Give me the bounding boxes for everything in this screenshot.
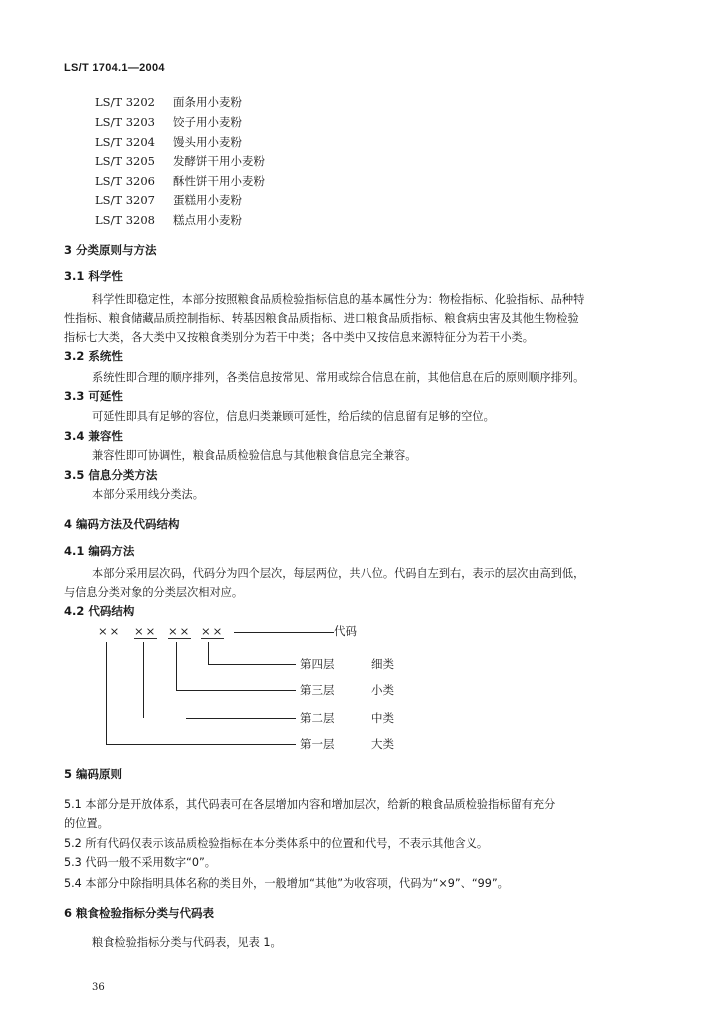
list-item-code: LS/T 3207 bbox=[95, 193, 155, 207]
list-item-name: 面条用小麦粉 bbox=[173, 95, 242, 109]
list-item-name: 蛋糕用小麦粉 bbox=[173, 193, 242, 207]
connector-line bbox=[208, 664, 296, 665]
section-5-4-text: 5.4 本部分中除指明具体名称的类目外，一般增加“其他”为收容项，代码为“×9”、“99”。 bbox=[64, 877, 509, 890]
section-3-2-text: 系统性即合理的顺序排列，各类信息按常见、常用或综合信息在前，其他信息在后的原则顺序排列。 bbox=[92, 371, 585, 384]
code-leader-line bbox=[234, 632, 334, 633]
connector-line bbox=[186, 718, 296, 719]
section-5-1-text: 的位置。 bbox=[64, 817, 109, 830]
list-item-name: 发酵饼干用小麦粉 bbox=[173, 154, 265, 168]
code-label: 代码 bbox=[334, 624, 357, 638]
section-3-1-text: 性指标、粮食储藏品质控制指标、转基因粮食品质指标、进口粮食品质指标、粮食病虫害及其他生物检验 bbox=[64, 312, 579, 325]
connector-line bbox=[176, 642, 177, 690]
section-3-4-title: 3.4 兼容性 bbox=[64, 429, 123, 443]
level-1-name: 大类 bbox=[371, 737, 394, 751]
connector-line bbox=[106, 744, 296, 745]
level-4-name: 细类 bbox=[371, 657, 394, 671]
section-4-2-title: 4.2 代码结构 bbox=[64, 604, 135, 618]
level-3-layer: 第三层 bbox=[300, 683, 335, 697]
code-group-level-1: ×× bbox=[98, 624, 122, 638]
level-2-name: 中类 bbox=[371, 711, 394, 725]
list-item-name: 饺子用小麦粉 bbox=[173, 115, 242, 129]
list-item-code: LS/T 3202 bbox=[95, 95, 155, 109]
list-item-name: 馒头用小麦粉 bbox=[173, 135, 242, 149]
section-4-1-title: 4.1 编码方法 bbox=[64, 544, 135, 558]
section-3-5-text: 本部分采用线分类法。 bbox=[92, 488, 204, 501]
standard-number: LS/T 1704.1—2004 bbox=[64, 62, 165, 74]
section-3-4-text: 兼容性即可协调性，粮食品质检验信息与其他粮食信息完全兼容。 bbox=[92, 449, 417, 462]
section-4-1-text: 本部分采用层次码，代码分为四个层次，每层两位，共八位。代码自左到右，表示的层次由高到低， bbox=[92, 567, 585, 580]
code-group-level-2: ×× bbox=[134, 624, 158, 638]
connector-line bbox=[143, 642, 144, 718]
section-5-2-text: 5.2 所有代码仅表示该品质检验指标在本分类体系中的位置和代号，不表示其他含义。 bbox=[64, 837, 489, 850]
list-item-code: LS/T 3204 bbox=[95, 135, 155, 149]
list-item-name: 酥性饼干用小麦粉 bbox=[173, 174, 265, 188]
level-3-name: 小类 bbox=[371, 683, 394, 697]
connector-line bbox=[176, 690, 296, 691]
code-group-level-4: ×× bbox=[201, 624, 225, 638]
section-5-3-text: 5.3 代码一般不采用数字“0”。 bbox=[64, 856, 216, 869]
section-3-3-title: 3.3 可延性 bbox=[64, 389, 123, 403]
list-item-code: LS/T 3203 bbox=[95, 115, 155, 129]
section-6-text: 粮食检验指标分类与代码表，见表 1。 bbox=[92, 936, 282, 949]
section-3-1-title: 3.1 科学性 bbox=[64, 269, 123, 283]
page-number: 36 bbox=[92, 982, 105, 993]
connector-line bbox=[208, 642, 209, 664]
section-6-heading: 6 粮食检验指标分类与代码表 bbox=[64, 906, 215, 920]
list-item-name: 糕点用小麦粉 bbox=[173, 213, 242, 227]
level-2-layer: 第二层 bbox=[300, 711, 335, 725]
section-5-1-text: 5.1 本部分是开放体系，其代码表可在各层增加内容和增加层次，给新的粮食品质检验指标留有充分 bbox=[64, 798, 556, 811]
code-group-level-3: ×× bbox=[168, 624, 192, 638]
list-item-code: LS/T 3206 bbox=[95, 174, 155, 188]
section-4-heading: 4 编码方法及代码结构 bbox=[64, 517, 180, 531]
level-1-layer: 第一层 bbox=[300, 737, 335, 751]
section-3-1-text: 科学性即稳定性，本部分按照粮食品质检验指标信息的基本属性分为：物检指标、化验指标、品种特 bbox=[92, 293, 585, 306]
connector-line bbox=[106, 642, 107, 744]
level-4-layer: 第四层 bbox=[300, 657, 335, 671]
section-3-heading: 3 分类原则与方法 bbox=[64, 243, 157, 257]
section-3-1-text: 指标七大类，各大类中又按粮食类别分为若干中类；各中类中又按信息来源特征分为若干小类。 bbox=[64, 331, 534, 344]
section-3-3-text: 可延性即具有足够的容位，信息归类兼顾可延性，给后续的信息留有足够的空位。 bbox=[92, 410, 495, 423]
section-5-heading: 5 编码原则 bbox=[64, 767, 123, 781]
section-3-2-title: 3.2 系统性 bbox=[64, 349, 123, 363]
section-4-1-text: 与信息分类对象的分类层次相对应。 bbox=[64, 586, 244, 599]
section-3-5-title: 3.5 信息分类方法 bbox=[64, 468, 158, 482]
list-item-code: LS/T 3208 bbox=[95, 213, 155, 227]
list-item-code: LS/T 3205 bbox=[95, 154, 155, 168]
